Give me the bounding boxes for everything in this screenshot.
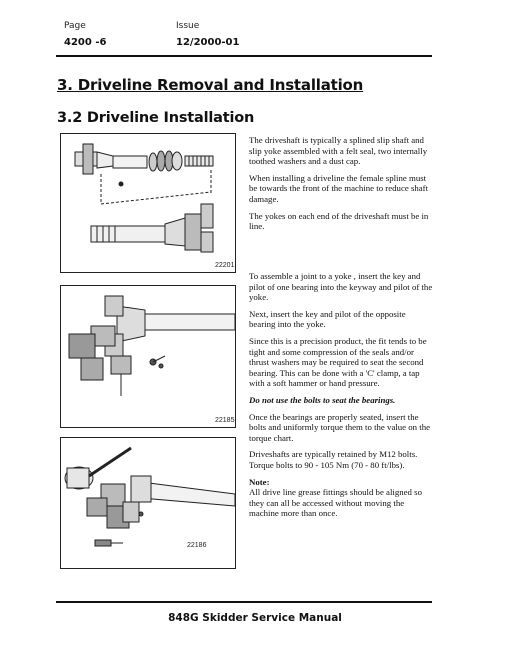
subsection-heading: 3.2 Driveline Installation bbox=[57, 110, 255, 126]
paragraph: Driveshafts are typically retained by M12 bolts. Torque bolts to 90 - 105 Nm (70 - 80 ft/lbs). bbox=[249, 449, 418, 470]
figure-number: 22201 bbox=[215, 262, 235, 269]
section-heading: 3. Driveline Removal and Installation bbox=[57, 76, 364, 94]
paragraph: The yokes on each end of the driveshaft must be in line. bbox=[249, 210, 429, 232]
figure-hammer bbox=[60, 437, 236, 569]
paragraph: Since this is a precision product, the fit tends to be tight and some compression of the seals and/or thrust washers may be required to seat the second bearing. This can be done with a 'C' clamp, a tap with a soft hammer or hand pressure. bbox=[249, 335, 427, 389]
issue-label: Issue bbox=[176, 21, 200, 31]
paragraph: Once the bearings are properly seated, insert the bolts and uniformly torque them to the value on the torque chart. bbox=[249, 411, 431, 443]
page-number: 4200 -6 bbox=[64, 37, 107, 48]
note-label: Note: bbox=[249, 476, 270, 487]
u-joint-illustration bbox=[61, 286, 235, 427]
slip-shaft-illustration bbox=[61, 134, 235, 272]
warning-text: Do not use the bolts to seat the bearings. bbox=[249, 394, 396, 405]
body-text-top bbox=[249, 135, 433, 238]
page-label: Page bbox=[64, 21, 86, 31]
paragraph: The driveshaft is typically a splined slip shaft and slip yoke assembled with a felt seal, two internally toothed washers and a dust cap. bbox=[249, 135, 428, 167]
paragraph: All drive line grease fittings should be aligned so they can all be accessed without moving the machine more than once. bbox=[249, 487, 422, 519]
hammer-illustration bbox=[61, 438, 235, 568]
paragraph: To assemble a joint to a yoke , insert the key and pilot of one bearing into the keyway and pilot of the yoke. bbox=[249, 271, 433, 303]
footer-title: 848G Skidder Service Manual bbox=[168, 612, 342, 624]
paragraph: Next, insert the key and pilot of the opposite bearing into the yoke. bbox=[249, 308, 406, 330]
figure-u-joint bbox=[60, 285, 236, 428]
figure-slip-shaft bbox=[60, 133, 236, 273]
figure-number: 22185 bbox=[215, 417, 235, 424]
body-text-bottom bbox=[249, 271, 433, 525]
header-rule bbox=[56, 55, 432, 57]
footer-rule bbox=[56, 601, 432, 603]
paragraph: When installing a driveline the female spline must be towards the front of the machine to reduce shaft damage. bbox=[249, 172, 429, 204]
issue-date: 12/2000-01 bbox=[176, 37, 240, 48]
figure-number: 22186 bbox=[187, 542, 207, 549]
